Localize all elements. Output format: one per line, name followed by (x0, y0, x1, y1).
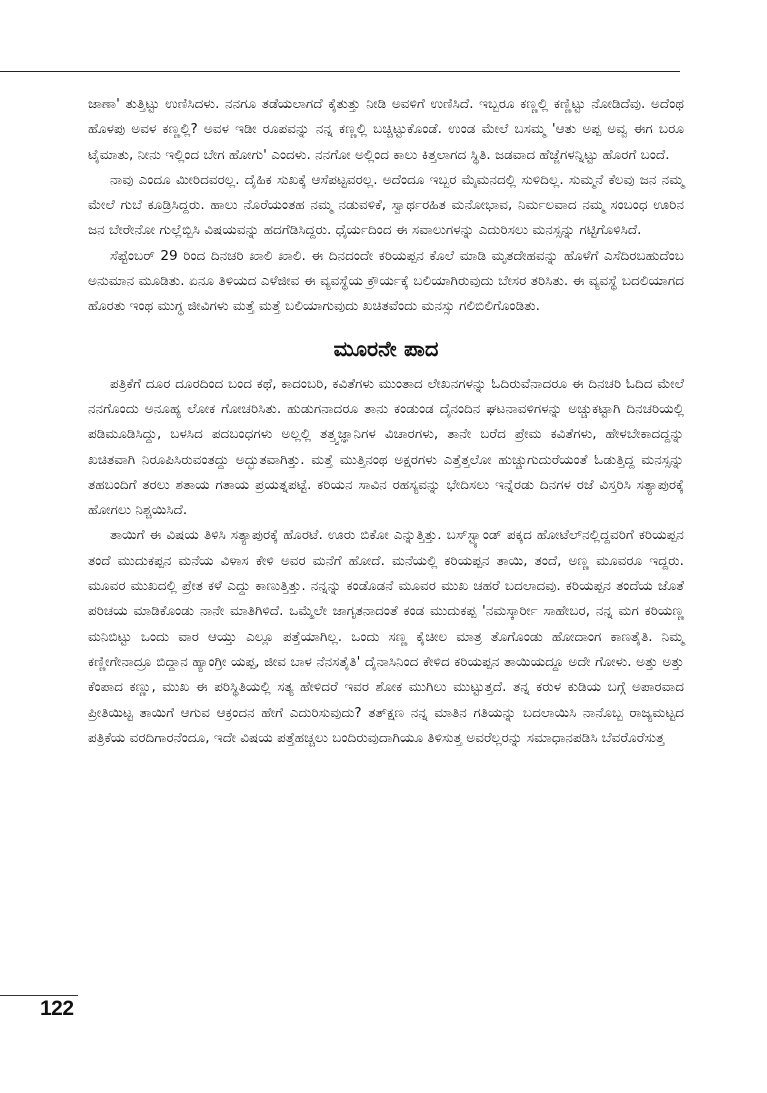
footer-rule (0, 995, 78, 996)
page-number: 122 (40, 997, 74, 1020)
section-heading: ಮೂರನೇ ಪಾದ (333, 336, 439, 361)
paragraph-3: ಸೆಪ್ಟೆಂಬರ್ 29 ರಿಂದ ದಿನಚರಿ ಖಾಲಿ ಖಾಲಿ. ಈ ದಿನದಂದೇ ಕರಿಯಪ್ಪನ ಕೊಲೆ ಮಾಡಿ ಮೃತದೇಹವನ್ನು ಹೊಳೆಗೆ ಎಸೆದಿರಬಹುದೆಂಬ ಅನುಮಾನ ಮೂಡಿತು. ಏನೂ ತಿಳಿಯದ ಎಳೆಜೀವ ಈ ವ್ಯವಸ್ಥೆಯ ಕ್ರೌರ್ಯಕ್ಕೆ ಬಲಿಯಾಗಿರುವುದು ಬೇಸರ ತರಿಸಿತು. ಈ ವ್ಯವಸ್ಥೆ ಬದಲಿಯಾಗದ ಹೊರತು ಇಂಥ ಮುಗ್ಧ ಜೀವಿಗಳು ಮತ್ತೆ ಮತ್ತೆ ಬಲಿಯಾಗುವುದು ಖಚಿತವೆಂದು ಮನಸ್ಸು ಗಲಿಬಿಲಿಗೊಂಡಿತು. (88, 247, 684, 315)
paragraph-1: ಜಾಣಾ' ತುತ್ತಿಟ್ಟು ಉಣಿಸಿದಳು. ನನಗೂ ತಡೆಯಲಾಗದೆ ಕೈತುತ್ತು ನೀಡಿ ಅವಳಿಗೆ ಉಣಿಸಿದೆ. ಇಬ್ಬರೂ ಕಣ್ಣಲ್ಲಿ ಕಣ್ಣಿಟ್ಟು ನೋಡಿದೆವು. ಅದೆಂಥ ಹೊಳಪು ಅವಳ ಕಣ್ಣಲ್ಲಿ? ಅವಳ ಇಡೀ ರೂಪವನ್ನು ನನ್ನ ಕಣ್ಣಲ್ಲಿ ಬಚ್ಚಿಟ್ಟುಕೊಂಡೆ. ಉಂಡ ಮೇಲೆ ಬಸಮ್ಮ 'ಆತು ಅಪ್ಪ ಅವ್ವ ಈಗ ಬರೂ ಟೈಮಾತು, ನೀನು ಇಲ್ಲಿಂದ ಬೇಗ ಹೋಗು' ಎಂದಳು. ನನಗೋ ಅಲ್ಲಿಂದ ಕಾಲು ಕಿತ್ತಲಾಗದ ಸ್ಥಿತಿ. ಜಡವಾದ ಹೆಜ್ಜೆಗಳನ್ನಿಟ್ಟು ಹೊರಗೆ ಬಂದೆ. (88, 96, 684, 163)
paragraph-2: ನಾವು ಎಂದೂ ಮೀರಿದವರಲ್ಲ. ದೈಹಿಕ ಸುಖಕ್ಕೆ ಆಸೆಪಟ್ಟವರಲ್ಲ. ಅದೆಂದೂ ಇಬ್ಬರ ಮೈಮನದಲ್ಲಿ ಸುಳಿದಿಲ್ಲ. ಸುಮ್ಮನೆ ಕೆಲವು ಜನ ನಮ್ಮ ಮೇಲೆ ಗುಬೆ ಕೂಡ್ರಿಸಿದ್ದರು. ಹಾಲು ನೊರೆಯಂತಹ ನಮ್ಮ ನಡುವಳಿಕೆ, ಸ್ವಾರ್ಥರಹಿತ ಮನೋಭಾವ, ನಿರ್ಮಲವಾದ ನಮ್ಮ ಸಂಬಂಧ ಊರಿನ ಜನ ಬೇರೇನೋ ಗುಲ್ಲೆಬ್ಬಿಸಿ ವಿಷಯವನ್ನು ಹದಗೆಡಿಸಿದ್ದರು. ಧೈರ್ಯದಿಂದ ಈ ಸವಾಲುಗಳನ್ನು ಎದುರಿಸಲು ಮನಸ್ಸನ್ನು ಗಟ್ಟಿಗೊಳಿಸಿದೆ. (88, 171, 684, 239)
header-rule (0, 71, 680, 72)
paragraph-4: ಪತ್ರಿಕೆಗೆ ದೂರ ದೂರದಿಂದ ಬಂದ ಕಥೆ, ಕಾದಂಬರಿ, ಕವಿತೆಗಳು ಮುಂತಾದ ಲೇಖನಗಳನ್ನು ಓದಿರುವೆನಾದರೂ ಈ ದಿನಚರಿ ಓದಿದ ಮೇಲೆ ನನಗೊಂದು ಅನೂಹ್ಯ ಲೋಕ ಗೋಚರಿಸಿತು. ಹುಡುಗನಾದರೂ ತಾನು ಕಂಡುಂಡ ದೈನಂದಿನ ಘಟನಾವಳಿಗಳನ್ನು ಅಚ್ಚುಕಟ್ಟಾಗಿ ದಿನಚರಿಯಲ್ಲಿ ಪಡಿಮೂಡಿಸಿದ್ದು, ಬಳಸಿದ ಪದಬಂಧಗಳು ಅಲ್ಲಲ್ಲಿ ತತ್ತ್ವಜ್ಞಾನಿಗಳ ವಿಚಾರಗಳು, ತಾನೇ ಬರೆದ ಪ್ರೇಮ ಕವಿತೆಗಳು, ಹೇಳಬೇಕಾದದ್ದನ್ನು ಖಚಿತವಾಗಿ ನಿರೂಪಿಸಿರುವಂತದ್ದು ಅದ್ಭುತವಾಗಿತ್ತು. ಮತ್ತೆ ಮುತ್ತಿನಂಥ ಅಕ್ಷರಗಳು ಎತ್ತೆತ್ತಲೋ ಹುಚ್ಚುಗುದುರೆಯಂತೆ ಓಡುತ್ತಿದ್ದ ಮನಸ್ಸನ್ನು ತಹಬಂದಿಗೆ ತರಲು ಶತಾಯ ಗತಾಯ ಪ್ರಯತ್ನಪಟ್ಟೆ. ಕರಿಯನ ಸಾವಿನ ರಹಸ್ಯವನ್ನು ಭೇದಿಸಲು ಇನ್ನೆರಡು ದಿನಗಳ ರಜೆ ವಿಸ್ತರಿಸಿ ಸತ್ಯಾಪುರಕ್ಕೆ ಹೋಗಲು ನಿಶ್ಚಯಿಸಿದೆ. (88, 375, 684, 519)
page-body (88, 92, 684, 751)
paragraph-5: ತಾಯಿಗೆ ಈ ವಿಷಯ ತಿಳಿಸಿ ಸತ್ಯಾಪುರಕ್ಕೆ ಹೊರಟೆ. ಊರು ಬಿಕೋ ಎನ್ನುತ್ತಿತ್ತು. ಬಸ್‌ಸ್ಟ್ಯಾಂಡ್ ಪಕ್ಕದ ಹೋಟೆಲ್‌ನಲ್ಲಿದ್ದವರಿಗೆ ಕರಿಯಪ್ಪನ ತಂದೆ ಮುದುಕಪ್ಪನ ಮನೆಯ ವಿಳಾಸ ಕೇಳಿ ಅವರ ಮನೆಗೆ ಹೋದೆ. ಮನೆಯಲ್ಲಿ ಕರಿಯಪ್ಪನ ತಾಯಿ, ತಂದೆ, ಅಣ್ಣ ಮೂವರೂ ಇದ್ದರು. ಮೂವರ ಮುಖದಲ್ಲಿ ಪ್ರೇತ ಕಳೆ ಎದ್ದು ಕಾಣುತ್ತಿತ್ತು. ನನ್ನನ್ನು ಕಂಡೊಡನೆ ಮೂವರ ಮುಖ ಚಹರೆ ಬದಲಾದವು. ಕರಿಯಪ್ಪನ ತಂದೆಯ ಜೊತೆ ಪರಿಚಯ ಮಾಡಿಕೊಂಡು ನಾನೇ ಮಾತಿಗಿಳಿದೆ. ಒಮ್ಮೆಲೇ ಜಾಗೃತನಾದಂತೆ ಕಂಡ ಮುದುಕಪ್ಪ 'ನಮಸ್ಕಾರ್ರೀ ಸಾಹೇಬರ, ನನ್ನ ಮಗ ಕರಿಯಣ್ಣ ಮನಿಬಿಟ್ಟು ಒಂದು ವಾರ ಆಯ್ತು ಎಲ್ಲೂ ಪತ್ತೆಯಾಗಿಲ್ಲ. ಒಂದು ಸಣ್ಣ ಕೈಚೀಲ ಮಾತ್ರ ತೊಗೊಂಡು ಹೋದಾಂಗ ಕಾಣತೈತಿ. ನಿಮ್ಮ ಕಣ್ಣೀಗೇನಾದ್ರೂ ಬಿದ್ದಾನ ಹ್ಯಾಂಗ್ರೀ ಯಪ್ಪ, ಜೀವ ಬಾಳ ನೆನಸತೈತಿ' ದೈನಾಸಿನಿಂದ ಕೇಳಿದ ಕರಿಯಪ್ಪನ ತಾಯಿಯದ್ದೂ ಅದೇ ಗೋಳು. ಅತ್ತು ಅತ್ತು ಕೆಂಪಾದ ಕಣ್ಣು, ಮುಖ ಈ ಪರಿಸ್ಥಿತಿಯಲ್ಲಿ ಸತ್ಯ ಹೇಳಿದರೆ ಇವರ ಶೋಕ ಮುಗಿಲು ಮುಟ್ಟುತ್ತದೆ. ತನ್ನ ಕರುಳ ಕುಡಿಯ ಬಗ್ಗೆ ಅಪಾರವಾದ ಪ್ರೀತಿಯಿಟ್ಟ ತಾಯಿಗೆ ಆಗುವ ಆಕ್ರಂದನ ಹೇಗೆ ಎದುರಿಸುವುದು? ತತ್‌ಕ್ಷಣ ನನ್ನ ಮಾತಿನ ಗತಿಯನ್ನು ಬದಲಾಯಿಸಿ ನಾನೊಬ್ಬ ರಾಜ್ಯಮಟ್ಟದ ಪತ್ರಿಕೆಯ ವರದಿಗಾರನೆಂದೂ, ಇದೇ ವಿಷಯ ಪತ್ತೆಹಚ್ಚಲು ಬಂದಿರುವುದಾಗಿಯೂ ತಿಳಿಸುತ್ತ ಅವರೆಲ್ಲರನ್ನು ಸಮಾಧಾನಪಡಿಸಿ ಬೆವರೊರೆಸುತ್ತ (88, 527, 684, 746)
